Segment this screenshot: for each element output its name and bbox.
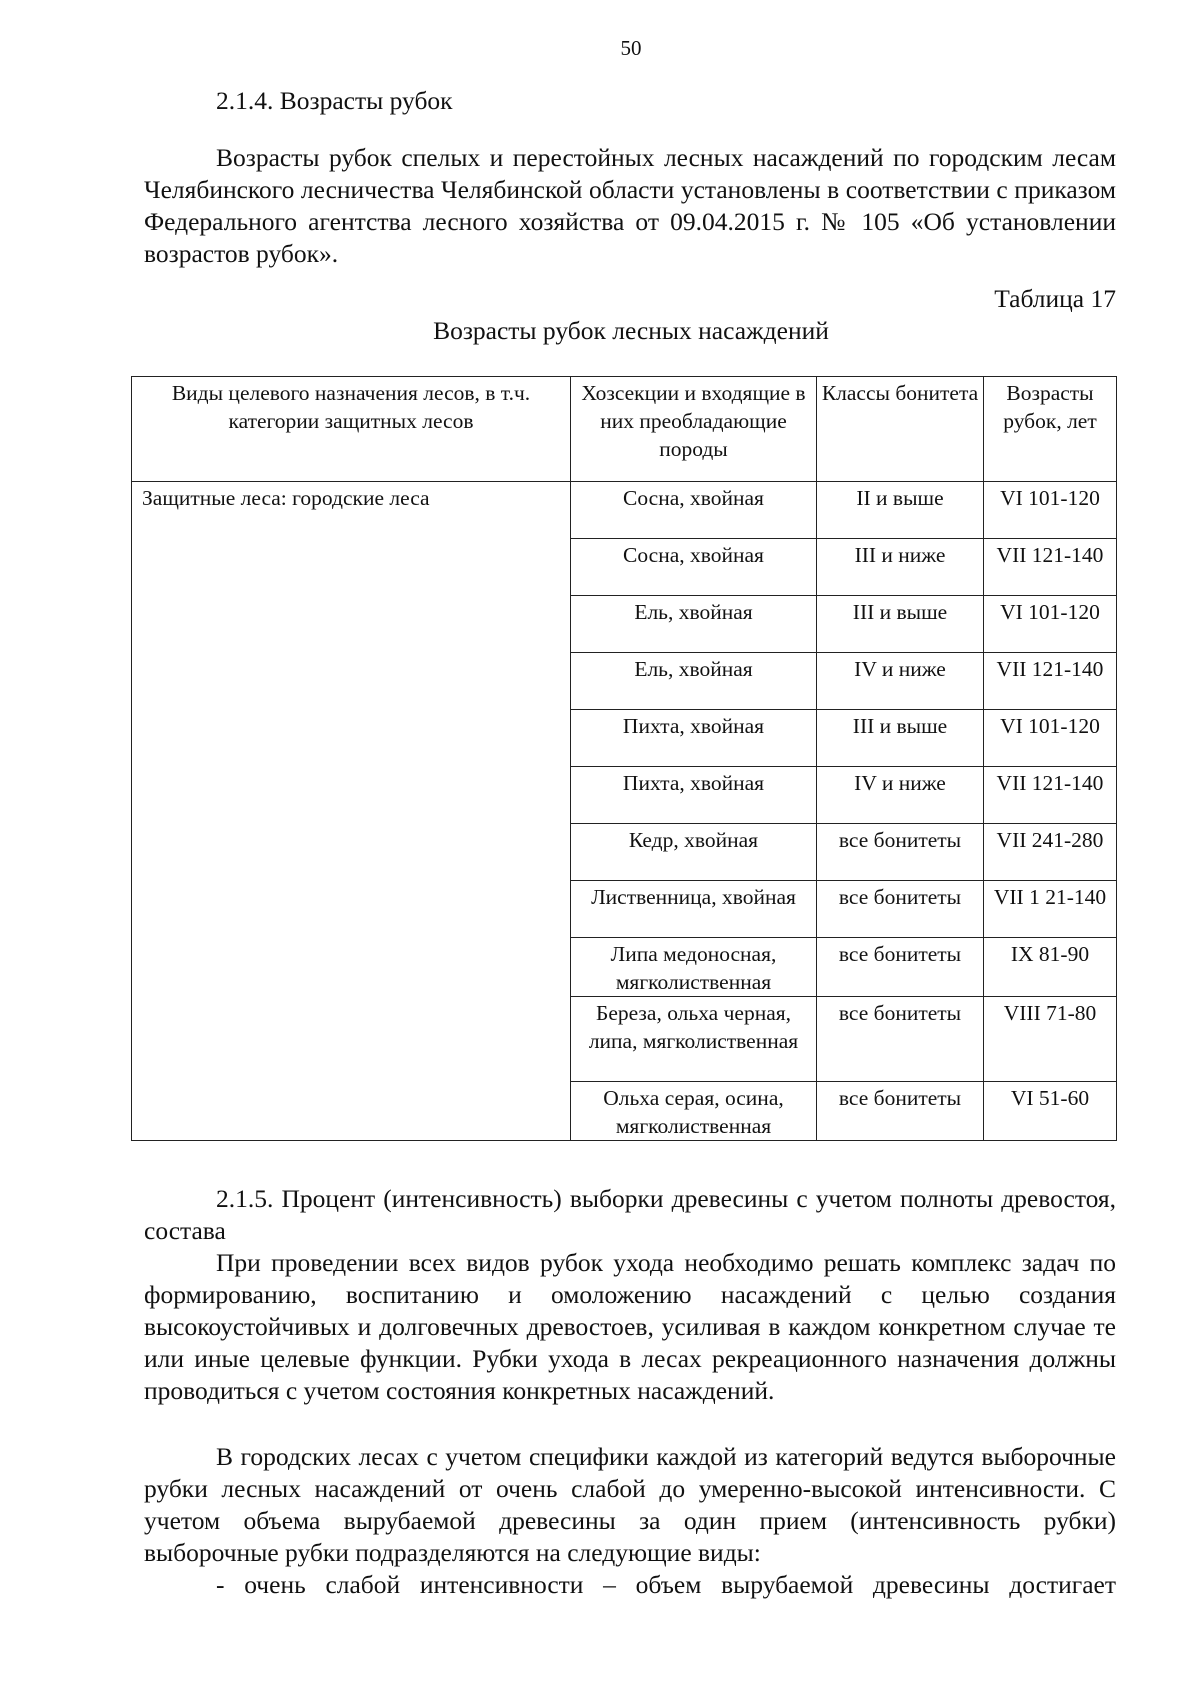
header-species: Хозсекции и входящие в них преобладающие породы — [571, 377, 817, 482]
age-cell: VII 1 21-140 — [984, 881, 1117, 938]
species-cell: Береза, ольха черная, липа, мягколиственная — [571, 997, 817, 1082]
bonitet-cell: все бонитеты — [817, 997, 984, 1082]
age-cell: VII 121-140 — [984, 767, 1117, 824]
section-2-1-4-paragraph: Возрасты рубок спелых и перестойных лесных насаждений по городским лесам Челябинского лесничества Челябинской области установлены в соответствии с приказом Федерального агентства лесного хозяйства от 09.04.2015 г. № 105 «Об установлении возрастов рубок». — [144, 143, 1116, 268]
species-cell: Липа медоносная, мягколиственная — [571, 938, 817, 997]
bonitet-cell: IV и ниже — [817, 767, 984, 824]
species-cell: Лиственница, хвойная — [571, 881, 817, 938]
species-cell: Ель, хвойная — [571, 653, 817, 710]
species-cell: Пихта, хвойная — [571, 710, 817, 767]
bonitet-cell: все бонитеты — [817, 938, 984, 997]
species-cell: Сосна, хвойная — [571, 539, 817, 596]
page-number: 50 — [620, 36, 642, 60]
species-cell: Ель, хвойная — [571, 596, 817, 653]
age-cell: VII 241-280 — [984, 824, 1117, 881]
age-cell: VI 51-60 — [984, 1082, 1117, 1141]
species-cell: Кедр, хвойная — [571, 824, 817, 881]
forest-type-cell: Защитные леса: городские леса — [132, 482, 571, 1141]
table-row — [132, 482, 1117, 539]
age-cell: VII 121-140 — [984, 539, 1117, 596]
section-2-1-5-paragraph-1: При проведении всех видов рубок ухода необходимо решать комплекс задач по формированию, воспитанию и омоложению насаждений с целью создания высокоустойчивых и долговечных древостоев, усиливая в каждом конкретном случае те или иные целевые функции. Рубки ухода в лесах рекреационного назначения должны проводиться с учетом состояния конкретных насаждений. — [144, 1248, 1116, 1405]
bonitet-cell: все бонитеты — [817, 881, 984, 938]
age-cell: VIII 71-80 — [984, 997, 1117, 1082]
table-title: Возрасты рубок лесных насаждений — [433, 316, 829, 345]
header-age: Возрасты рубок, лет — [984, 377, 1117, 482]
age-cell: VI 101-120 — [984, 596, 1117, 653]
section-heading-2-1-5: 2.1.5. Процент (интенсивность) выборки древесины с учетом полноты древостоя, состава — [144, 1184, 1116, 1245]
bonitet-cell: III и ниже — [817, 539, 984, 596]
section-2-1-5-paragraph-2: В городских лесах с учетом специфики каждой из категорий ведутся выборочные рубки лесных насаждений от очень слабой до умеренно-высокой интенсивности. С учетом объема вырубаемой древесины за один прием (интенсивность рубки) выборочные рубки подразделяются на следующие виды: — [144, 1442, 1116, 1567]
age-cell: VI 101-120 — [984, 710, 1117, 767]
table-header-row — [132, 377, 1117, 482]
age-cell: VII 121-140 — [984, 653, 1117, 710]
header-bonitet: Классы бонитета — [817, 377, 984, 482]
table-label: Таблица 17 — [994, 284, 1116, 313]
cutting-age-table — [131, 376, 1117, 1141]
species-cell: Пихта, хвойная — [571, 767, 817, 824]
bonitet-cell: IV и ниже — [817, 653, 984, 710]
species-cell: Сосна, хвойная — [571, 482, 817, 539]
list-item: - очень слабой интенсивности – объем вырубаемой древесины достигает — [216, 1570, 1116, 1599]
bonitet-cell: все бонитеты — [817, 824, 984, 881]
section-heading-2-1-4: 2.1.4. Возрасты рубок — [216, 86, 453, 115]
age-cell: IX 81-90 — [984, 938, 1117, 997]
bonitet-cell: все бонитеты — [817, 1082, 984, 1141]
species-cell: Ольха серая, осина, мягколиственная — [571, 1082, 817, 1141]
bonitet-cell: II и выше — [817, 482, 984, 539]
header-purpose: Виды целевого назначения лесов, в т.ч. категории защитных лесов — [132, 377, 571, 482]
bonitet-cell: III и выше — [817, 596, 984, 653]
bonitet-cell: III и выше — [817, 710, 984, 767]
age-cell: VI 101-120 — [984, 482, 1117, 539]
